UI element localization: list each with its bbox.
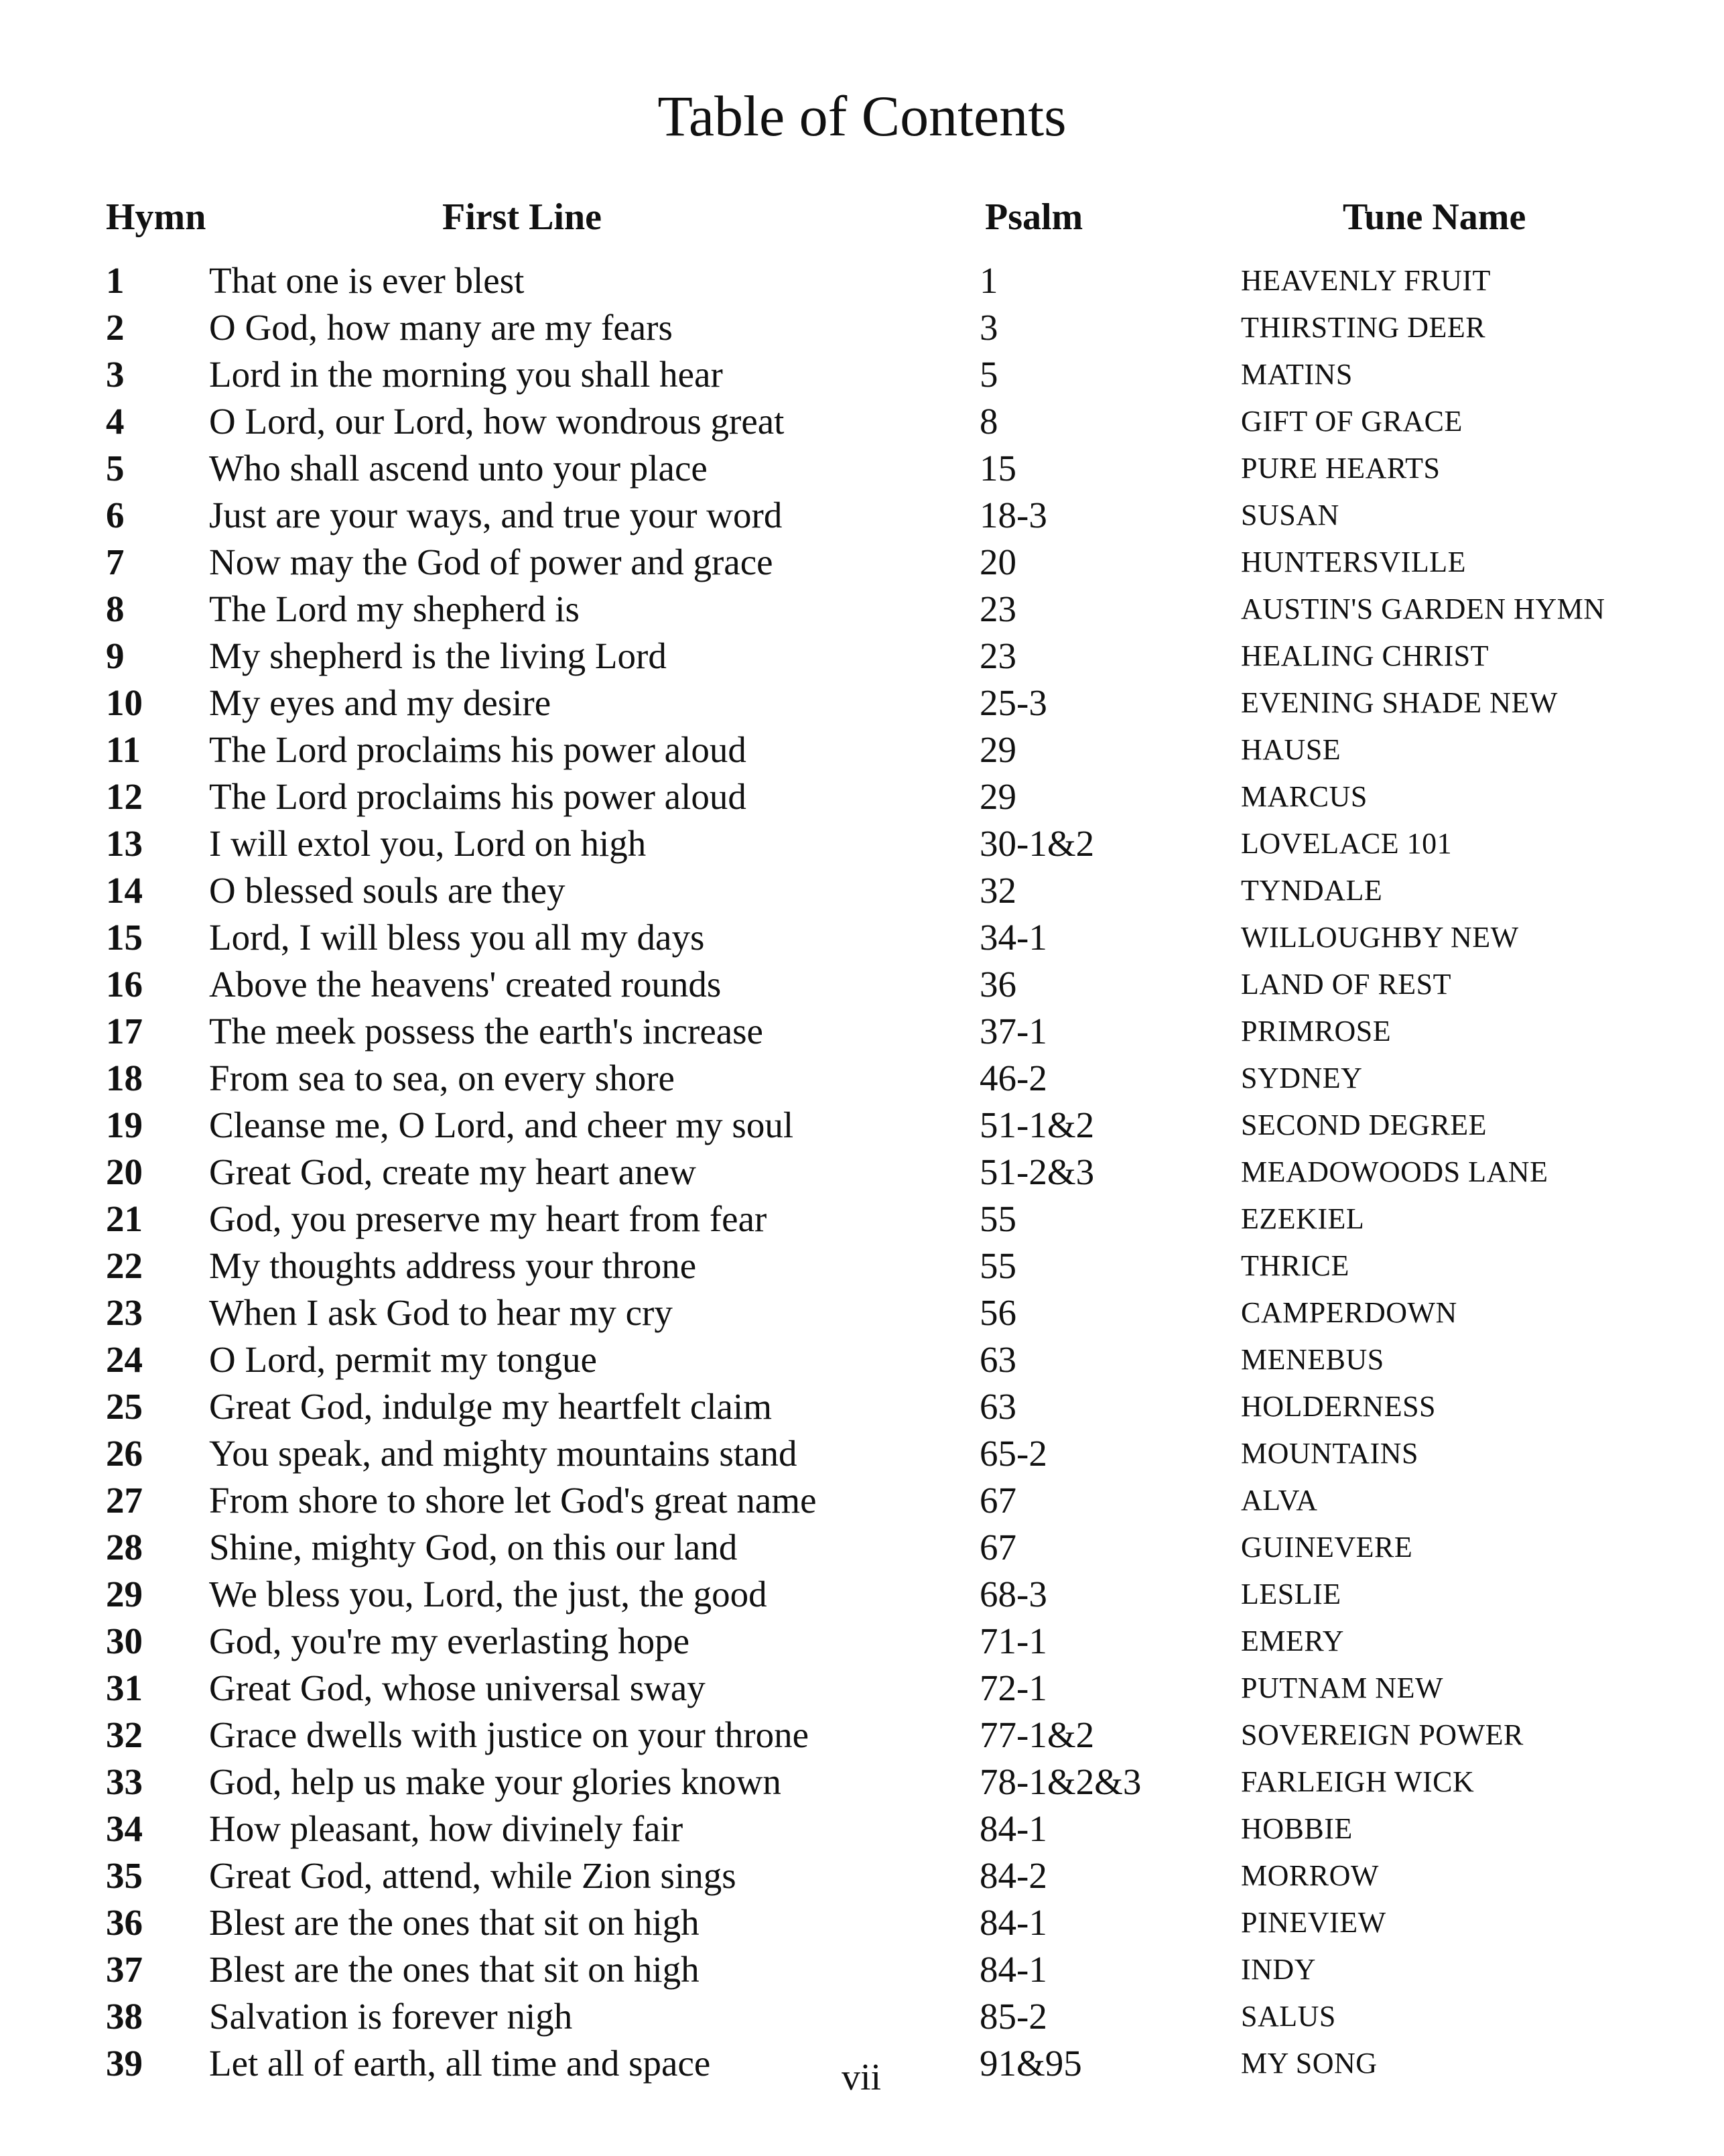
first-line: God, help us make your glories known [209,1761,781,1802]
table-row [0,1055,1724,1102]
table-row [0,1383,1724,1430]
hymn-number: 24 [106,1339,143,1380]
psalm-number: 46-2 [980,1058,1047,1098]
table-row [0,1102,1724,1149]
tune-name: MOUNTAINS [1241,1437,1418,1470]
tune-name: MATINS [1241,358,1353,391]
tune-name: PUTNAM NEW [1241,1671,1443,1704]
table-row [0,1712,1724,1759]
tune-name: GIFT OF GRACE [1241,405,1463,438]
psalm-number: 3 [980,307,998,348]
table-row [0,539,1724,586]
first-line: Great God, whose universal sway [209,1667,706,1708]
psalm-number: 36 [980,964,1016,1005]
first-line: Above the heavens' created rounds [209,964,722,1005]
tune-name: ALVA [1241,1484,1318,1517]
table-row [0,726,1724,773]
psalm-number: 63 [980,1339,1016,1380]
tune-name: HEAVENLY FRUIT [1241,264,1491,297]
tune-name: MENEBUS [1241,1343,1384,1376]
psalm-number: 34-1 [980,917,1047,958]
hymn-number: 20 [106,1151,143,1192]
first-line: The meek possess the earth's increase [209,1011,763,1052]
tune-name: MEADOWOODS LANE [1241,1155,1548,1188]
hymn-number: 12 [106,776,143,817]
psalm-number: 72-1 [980,1667,1047,1708]
hymn-number: 22 [106,1245,143,1286]
hymn-number: 17 [106,1011,143,1052]
first-line: Lord, I will bless you all my days [209,917,705,958]
first-line: My thoughts address your throne [209,1245,697,1286]
first-line: Cleanse me, O Lord, and cheer my soul [209,1104,794,1145]
psalm-number: 65-2 [980,1433,1047,1474]
hymn-number: 39 [106,2043,143,2084]
first-line: Just are your ways, and true your word [209,495,783,535]
table-row [0,257,1724,304]
hymn-number: 31 [106,1667,143,1708]
tune-name: EVENING SHADE NEW [1241,686,1558,719]
tune-name: WILLOUGHBY NEW [1241,921,1519,954]
first-line: Great God, attend, while Zion sings [209,1855,736,1896]
psalm-number: 71-1 [980,1621,1047,1661]
hymn-number: 38 [106,1996,143,2037]
tune-name: MARCUS [1241,780,1368,813]
first-line: Salvation is forever nigh [209,1996,573,2037]
first-line: Lord in the morning you shall hear [209,354,723,395]
first-line: Grace dwells with justice on your throne [209,1714,809,1755]
hymn-number: 14 [106,870,143,911]
first-line: Great God, indulge my heartfelt claim [209,1386,772,1427]
psalm-number: 23 [980,588,1016,629]
table-row [0,586,1724,633]
tune-name: EZEKIEL [1241,1202,1365,1235]
table-row [0,867,1724,914]
hymn-number: 15 [106,917,143,958]
first-line: God, you preserve my heart from fear [209,1198,767,1239]
psalm-number: 55 [980,1245,1016,1286]
first-line: You speak, and mighty mountains stand [209,1433,797,1474]
hymn-number: 33 [106,1761,143,1802]
first-line: Blest are the ones that sit on high [209,1949,700,1990]
hymn-number: 11 [106,729,141,770]
psalm-number: 84-1 [980,1949,1047,1990]
first-line: We bless you, Lord, the just, the good [209,1574,767,1614]
psalm-number: 56 [980,1292,1016,1333]
psalm-number: 8 [980,401,998,442]
hymn-number: 8 [106,588,125,629]
hymn-number: 27 [106,1480,143,1521]
tune-name: HOLDERNESS [1241,1390,1437,1423]
table-row [0,1336,1724,1383]
table-row [0,633,1724,680]
table-row [0,773,1724,820]
hymn-number: 30 [106,1621,143,1661]
first-line: The Lord proclaims his power aloud [209,729,746,770]
table-row [0,1759,1724,1805]
table-row [0,961,1724,1008]
psalm-number: 18-3 [980,495,1047,535]
table-row [0,1899,1724,1946]
hymn-number: 25 [106,1386,143,1427]
psalm-number: 20 [980,542,1016,582]
psalm-number: 63 [980,1386,1016,1427]
tune-name: MY SONG [1241,2047,1378,2080]
tune-name: HEALING CHRIST [1241,639,1489,672]
hymn-number: 1 [106,260,125,301]
first-line: From shore to shore let God's great name [209,1480,817,1521]
table-row [0,492,1724,539]
table-row [0,445,1724,492]
psalm-number: 67 [980,1480,1016,1521]
table-row [0,1430,1724,1477]
hymn-number: 37 [106,1949,143,1990]
hymn-number: 18 [106,1058,143,1098]
first-line: From sea to sea, on every shore [209,1058,675,1098]
first-line: How pleasant, how divinely fair [209,1808,683,1849]
first-line: O God, how many are my fears [209,307,673,348]
psalm-number: 85-2 [980,1996,1047,2037]
hymn-number: 23 [106,1292,143,1333]
tune-name: GUINEVERE [1241,1531,1413,1564]
first-line: O blessed souls are they [209,870,566,911]
table-row [0,1571,1724,1618]
psalm-number: 30-1&2 [980,823,1095,864]
tune-name: LESLIE [1241,1578,1341,1610]
first-line: When I ask God to hear my cry [209,1292,673,1333]
column-header-first-line: First Line [442,196,602,238]
first-line: My eyes and my desire [209,682,551,723]
tune-name: THIRSTING DEER [1241,311,1486,344]
table-row [0,820,1724,867]
psalm-number: 84-1 [980,1902,1047,1943]
table-row [0,914,1724,961]
tune-name: EMERY [1241,1625,1345,1657]
psalm-number: 67 [980,1527,1016,1568]
first-line: That one is ever blest [209,260,525,301]
tune-name: AUSTIN'S GARDEN HYMN [1241,592,1605,625]
hymn-number: 2 [106,307,125,348]
psalm-number: 29 [980,729,1016,770]
table-row [0,1243,1724,1289]
psalm-number: 68-3 [980,1574,1047,1614]
psalm-number: 84-1 [980,1808,1047,1849]
psalm-number: 78-1&2&3 [980,1761,1142,1802]
hymn-number: 6 [106,495,125,535]
psalm-number: 1 [980,260,998,301]
tune-name: HUNTERSVILLE [1241,546,1466,578]
tune-name: TYNDALE [1241,874,1383,907]
first-line: Great God, create my heart anew [209,1151,696,1192]
tune-name: INDY [1241,1953,1316,1986]
table-row [0,1196,1724,1243]
first-line: Shine, mighty God, on this our land [209,1527,738,1568]
psalm-number: 91&95 [980,2043,1082,2084]
table-row [0,351,1724,398]
hymn-number: 29 [106,1574,143,1614]
hymn-number: 21 [106,1198,143,1239]
tune-name: SOVEREIGN POWER [1241,1718,1524,1751]
column-header-psalm: Psalm [985,196,1083,238]
table-row [0,1805,1724,1852]
tune-name: LAND OF REST [1241,968,1452,1001]
hymn-number: 36 [106,1902,143,1943]
contents-table [0,257,1724,2087]
page-title: Table of Contents [657,84,1067,148]
hymn-number: 34 [106,1808,143,1849]
first-line: Blest are the ones that sit on high [209,1902,700,1943]
psalm-number: 84-2 [980,1855,1047,1896]
psalm-number: 15 [980,448,1016,489]
hymn-number: 16 [106,964,143,1005]
hymn-number: 32 [106,1714,143,1755]
tune-name: MORROW [1241,1859,1379,1892]
hymn-number: 9 [106,635,125,676]
table-row [0,1993,1724,2040]
table-row [0,1852,1724,1899]
psalm-number: 37-1 [980,1011,1047,1052]
psalm-number: 23 [980,635,1016,676]
hymn-number: 28 [106,1527,143,1568]
hymn-number: 10 [106,682,143,723]
hymn-number: 26 [106,1433,143,1474]
first-line: God, you're my everlasting hope [209,1621,690,1661]
first-line: O Lord, our Lord, how wondrous great [209,401,785,442]
hymn-number: 35 [106,1855,143,1896]
first-line: I will extol you, Lord on high [209,823,647,864]
hymn-number: 5 [106,448,125,489]
table-row [0,304,1724,351]
psalm-number: 5 [980,354,998,395]
table-row [0,1477,1724,1524]
tune-name: SUSAN [1241,499,1339,531]
hymn-number: 7 [106,542,125,582]
psalm-number: 25-3 [980,682,1047,723]
page-number: vii [842,2057,882,2098]
tune-name: LOVELACE 101 [1241,827,1453,860]
first-line: My shepherd is the living Lord [209,635,667,676]
tune-name: SALUS [1241,2000,1336,2033]
table-row [0,1665,1724,1712]
hymn-number: 19 [106,1104,143,1145]
table-row [0,398,1724,445]
first-line: Now may the God of power and grace [209,542,773,582]
tune-name: PINEVIEW [1241,1906,1386,1939]
column-header-tune-name: Tune Name [1343,196,1526,238]
hymn-number: 13 [106,823,143,864]
tune-name: HOBBIE [1241,1812,1353,1845]
table-row [0,1289,1724,1336]
table-row [0,1946,1724,1993]
first-line: Let all of earth, all time and space [209,2043,711,2084]
hymn-number: 4 [106,401,125,442]
psalm-number: 55 [980,1198,1016,1239]
hymn-number: 3 [106,354,125,395]
psalm-number: 32 [980,870,1016,911]
tune-name: SYDNEY [1241,1062,1363,1094]
table-row [0,680,1724,726]
tune-name: HAUSE [1241,733,1341,766]
tune-name: FARLEIGH WICK [1241,1765,1475,1798]
table-row [0,1149,1724,1196]
column-header-hymn: Hymn [106,196,206,238]
first-line: The Lord proclaims his power aloud [209,776,746,817]
psalm-number: 29 [980,776,1016,817]
first-line: Who shall ascend unto your place [209,448,708,489]
first-line: The Lord my shepherd is [209,588,580,629]
tune-name: SECOND DEGREE [1241,1108,1487,1141]
psalm-number: 51-1&2 [980,1104,1095,1145]
tune-name: CAMPERDOWN [1241,1296,1457,1329]
first-line: O Lord, permit my tongue [209,1339,597,1380]
psalm-number: 77-1&2 [980,1714,1095,1755]
psalm-number: 51-2&3 [980,1151,1095,1192]
tune-name: PURE HEARTS [1241,452,1441,485]
tune-name: THRICE [1241,1249,1349,1282]
table-row [0,1618,1724,1665]
tune-name: PRIMROSE [1241,1015,1392,1048]
table-row [0,1524,1724,1571]
table-row [0,1008,1724,1055]
